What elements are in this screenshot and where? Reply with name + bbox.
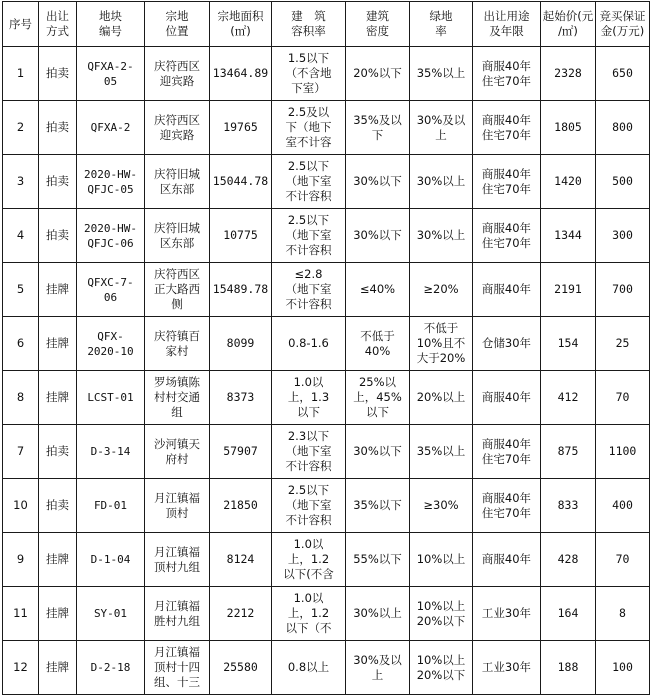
cell-price: 1420 — [541, 155, 596, 209]
cell-location: 月江镇福 顶村十四 组、十三 — [145, 641, 210, 695]
cell-no: 7 — [3, 425, 39, 479]
header-cell-use: 出让用途 及年限 — [473, 2, 541, 47]
cell-method: 拍卖 — [39, 479, 77, 533]
cell-use: 仓储30年 — [473, 317, 541, 371]
cell-price: 164 — [541, 587, 596, 641]
cell-far: 1.5以下 （不含地 下室） — [272, 47, 346, 101]
cell-location: 月江镇福 顶村 — [145, 479, 210, 533]
header-cell-location: 宗地 位置 — [145, 2, 210, 47]
cell-code: LCST-01 — [77, 371, 145, 425]
cell-green: 35%以上 — [410, 425, 473, 479]
cell-use: 商服40年 住宅70年 — [473, 101, 541, 155]
cell-no: 6 — [3, 317, 39, 371]
cell-area: 8124 — [210, 533, 272, 587]
cell-deposit: 700 — [596, 263, 650, 317]
land-transfer-table — [2, 1, 650, 695]
table-row — [3, 263, 650, 317]
cell-deposit: 650 — [596, 47, 650, 101]
cell-green: 10%以上 20%以下 — [410, 587, 473, 641]
cell-deposit: 1100 — [596, 425, 650, 479]
cell-density: 30%以下 — [346, 155, 410, 209]
cell-code: D-1-04 — [77, 533, 145, 587]
cell-use: 商服40年 住宅70年 — [473, 155, 541, 209]
cell-green: 30%及以 上 — [410, 101, 473, 155]
cell-use: 商服40年 — [473, 263, 541, 317]
cell-method: 拍卖 — [39, 101, 77, 155]
cell-method: 拍卖 — [39, 155, 77, 209]
table-row — [3, 641, 650, 695]
cell-method: 挂牌 — [39, 641, 77, 695]
table-row — [3, 155, 650, 209]
table-row — [3, 47, 650, 101]
cell-no: 2 — [3, 101, 39, 155]
cell-method: 挂牌 — [39, 587, 77, 641]
cell-use: 商服40年 住宅70年 — [473, 209, 541, 263]
cell-deposit: 8 — [596, 587, 650, 641]
cell-method: 挂牌 — [39, 533, 77, 587]
cell-code: 2020-HW- QFJC-05 — [77, 155, 145, 209]
cell-use: 商服40年 — [473, 533, 541, 587]
table-row — [3, 533, 650, 587]
cell-method: 挂牌 — [39, 263, 77, 317]
cell-no: 5 — [3, 263, 39, 317]
cell-green: 10%以上 20%以下 — [410, 641, 473, 695]
cell-far: 1.0以 上，1.2 以下（不 — [272, 587, 346, 641]
cell-no: 10 — [3, 479, 39, 533]
cell-code: QFXA-2- 05 — [77, 47, 145, 101]
cell-use: 工业30年 — [473, 641, 541, 695]
cell-price: 833 — [541, 479, 596, 533]
cell-area: 8373 — [210, 371, 272, 425]
cell-deposit: 70 — [596, 533, 650, 587]
cell-green: 不低于 10%且不 大于20% — [410, 317, 473, 371]
table-row — [3, 479, 650, 533]
cell-deposit: 500 — [596, 155, 650, 209]
cell-code: QFX- 2020-10 — [77, 317, 145, 371]
cell-green: ≥20% — [410, 263, 473, 317]
cell-deposit: 800 — [596, 101, 650, 155]
cell-location: 庆符西区 迎宾路 — [145, 101, 210, 155]
cell-area: 57907 — [210, 425, 272, 479]
cell-no: 11 — [3, 587, 39, 641]
cell-method: 拍卖 — [39, 425, 77, 479]
table-row — [3, 209, 650, 263]
header-cell-density: 建筑 密度 — [346, 2, 410, 47]
cell-code: QFXC-7- 06 — [77, 263, 145, 317]
table-row — [3, 587, 650, 641]
cell-price: 428 — [541, 533, 596, 587]
cell-green: 10%以上 — [410, 533, 473, 587]
cell-area: 15489.78 — [210, 263, 272, 317]
cell-price: 154 — [541, 317, 596, 371]
cell-price: 2191 — [541, 263, 596, 317]
header-cell-far: 建 筑 容积率 — [272, 2, 346, 47]
cell-code: 2020-HW- QFJC-06 — [77, 209, 145, 263]
cell-deposit: 400 — [596, 479, 650, 533]
cell-area: 8099 — [210, 317, 272, 371]
header-cell-area: 宗地面积 (㎡) — [210, 2, 272, 47]
cell-use: 工业30年 — [473, 587, 541, 641]
cell-density: ≤40% — [346, 263, 410, 317]
cell-density: 30%及以 上 — [346, 641, 410, 695]
cell-location: 庆符镇百 家村 — [145, 317, 210, 371]
cell-density: 30%以下 — [346, 209, 410, 263]
cell-code: D-3-14 — [77, 425, 145, 479]
cell-far: 2.5以下 （地下室 不计容积 — [272, 155, 346, 209]
cell-area: 15044.78 — [210, 155, 272, 209]
cell-code: FD-01 — [77, 479, 145, 533]
cell-use: 商服40年 住宅70年 — [473, 479, 541, 533]
cell-no: 3 — [3, 155, 39, 209]
cell-no: 12 — [3, 641, 39, 695]
cell-code: SY-01 — [77, 587, 145, 641]
cell-far: 2.5以下 （地下室 不计容积 — [272, 479, 346, 533]
cell-code: QFXA-2 — [77, 101, 145, 155]
cell-deposit: 300 — [596, 209, 650, 263]
cell-price: 1805 — [541, 101, 596, 155]
table-row — [3, 425, 650, 479]
cell-green: ≥30% — [410, 479, 473, 533]
cell-use: 商服40年 住宅70年 — [473, 47, 541, 101]
cell-far: 2.3以下 （地下室 不计容积 — [272, 425, 346, 479]
table-row — [3, 317, 650, 371]
table-row — [3, 101, 650, 155]
cell-location: 月江镇福 胜村九组 — [145, 587, 210, 641]
cell-density: 55%以下 — [346, 533, 410, 587]
header-row — [3, 2, 650, 47]
cell-density: 不低于 40% — [346, 317, 410, 371]
cell-price: 1344 — [541, 209, 596, 263]
cell-area: 25580 — [210, 641, 272, 695]
cell-density: 35%以下 — [346, 479, 410, 533]
cell-far: 0.8以上 — [272, 641, 346, 695]
cell-density: 25%以 上，45% 以下 — [346, 371, 410, 425]
header-cell-green: 绿地 率 — [410, 2, 473, 47]
cell-density: 30%以上 — [346, 587, 410, 641]
cell-price: 875 — [541, 425, 596, 479]
cell-far: 2.5以下 （地下室 不计容积 — [272, 209, 346, 263]
cell-no: 1 — [3, 47, 39, 101]
cell-method: 拍卖 — [39, 209, 77, 263]
cell-method: 挂牌 — [39, 317, 77, 371]
cell-density: 35%及以 下 — [346, 101, 410, 155]
cell-density: 20%以下 — [346, 47, 410, 101]
cell-area: 19765 — [210, 101, 272, 155]
cell-far: 1.0以 上，1.3 以下 — [272, 371, 346, 425]
cell-price: 2328 — [541, 47, 596, 101]
cell-code: D-2-18 — [77, 641, 145, 695]
cell-green: 30%以上 — [410, 209, 473, 263]
cell-price: 188 — [541, 641, 596, 695]
cell-location: 庆符西区 正大路西 侧 — [145, 263, 210, 317]
header-cell-deposit: 竞买保证 金(万元) — [596, 2, 650, 47]
cell-location: 庆符旧城 区东部 — [145, 209, 210, 263]
cell-location: 庆符西区 迎宾路 — [145, 47, 210, 101]
cell-no: 8 — [3, 371, 39, 425]
cell-far: ≤2.8 （地下室 不计容积 — [272, 263, 346, 317]
cell-no: 9 — [3, 533, 39, 587]
cell-deposit: 25 — [596, 317, 650, 371]
cell-no: 4 — [3, 209, 39, 263]
header-cell-no: 序号 — [3, 2, 39, 47]
cell-price: 412 — [541, 371, 596, 425]
cell-far: 2.5及以 下（地下 室不计容 — [272, 101, 346, 155]
header-cell-method: 出让 方式 — [39, 2, 77, 47]
header-cell-price: 起始价(元 /㎡) — [541, 2, 596, 47]
cell-area: 10775 — [210, 209, 272, 263]
cell-green: 35%以上 — [410, 47, 473, 101]
cell-location: 庆符旧城 区东部 — [145, 155, 210, 209]
cell-use: 商服40年 住宅70年 — [473, 425, 541, 479]
cell-deposit: 70 — [596, 371, 650, 425]
cell-method: 拍卖 — [39, 47, 77, 101]
cell-far: 1.0以 上，1.2 以下(不含 — [272, 533, 346, 587]
cell-location: 月江镇福 顶村九组 — [145, 533, 210, 587]
cell-far: 0.8-1.6 — [272, 317, 346, 371]
cell-use: 商服40年 — [473, 371, 541, 425]
cell-green: 20%以上 — [410, 371, 473, 425]
cell-location: 罗场镇陈 村村交通 组 — [145, 371, 210, 425]
cell-deposit: 100 — [596, 641, 650, 695]
table-row — [3, 371, 650, 425]
cell-area: 13464.89 — [210, 47, 272, 101]
cell-location: 沙河镇天 府村 — [145, 425, 210, 479]
cell-density: 30%以下 — [346, 425, 410, 479]
cell-area: 2212 — [210, 587, 272, 641]
cell-area: 21850 — [210, 479, 272, 533]
cell-green: 30%以上 — [410, 155, 473, 209]
cell-method: 挂牌 — [39, 371, 77, 425]
header-cell-code: 地块 编号 — [77, 2, 145, 47]
